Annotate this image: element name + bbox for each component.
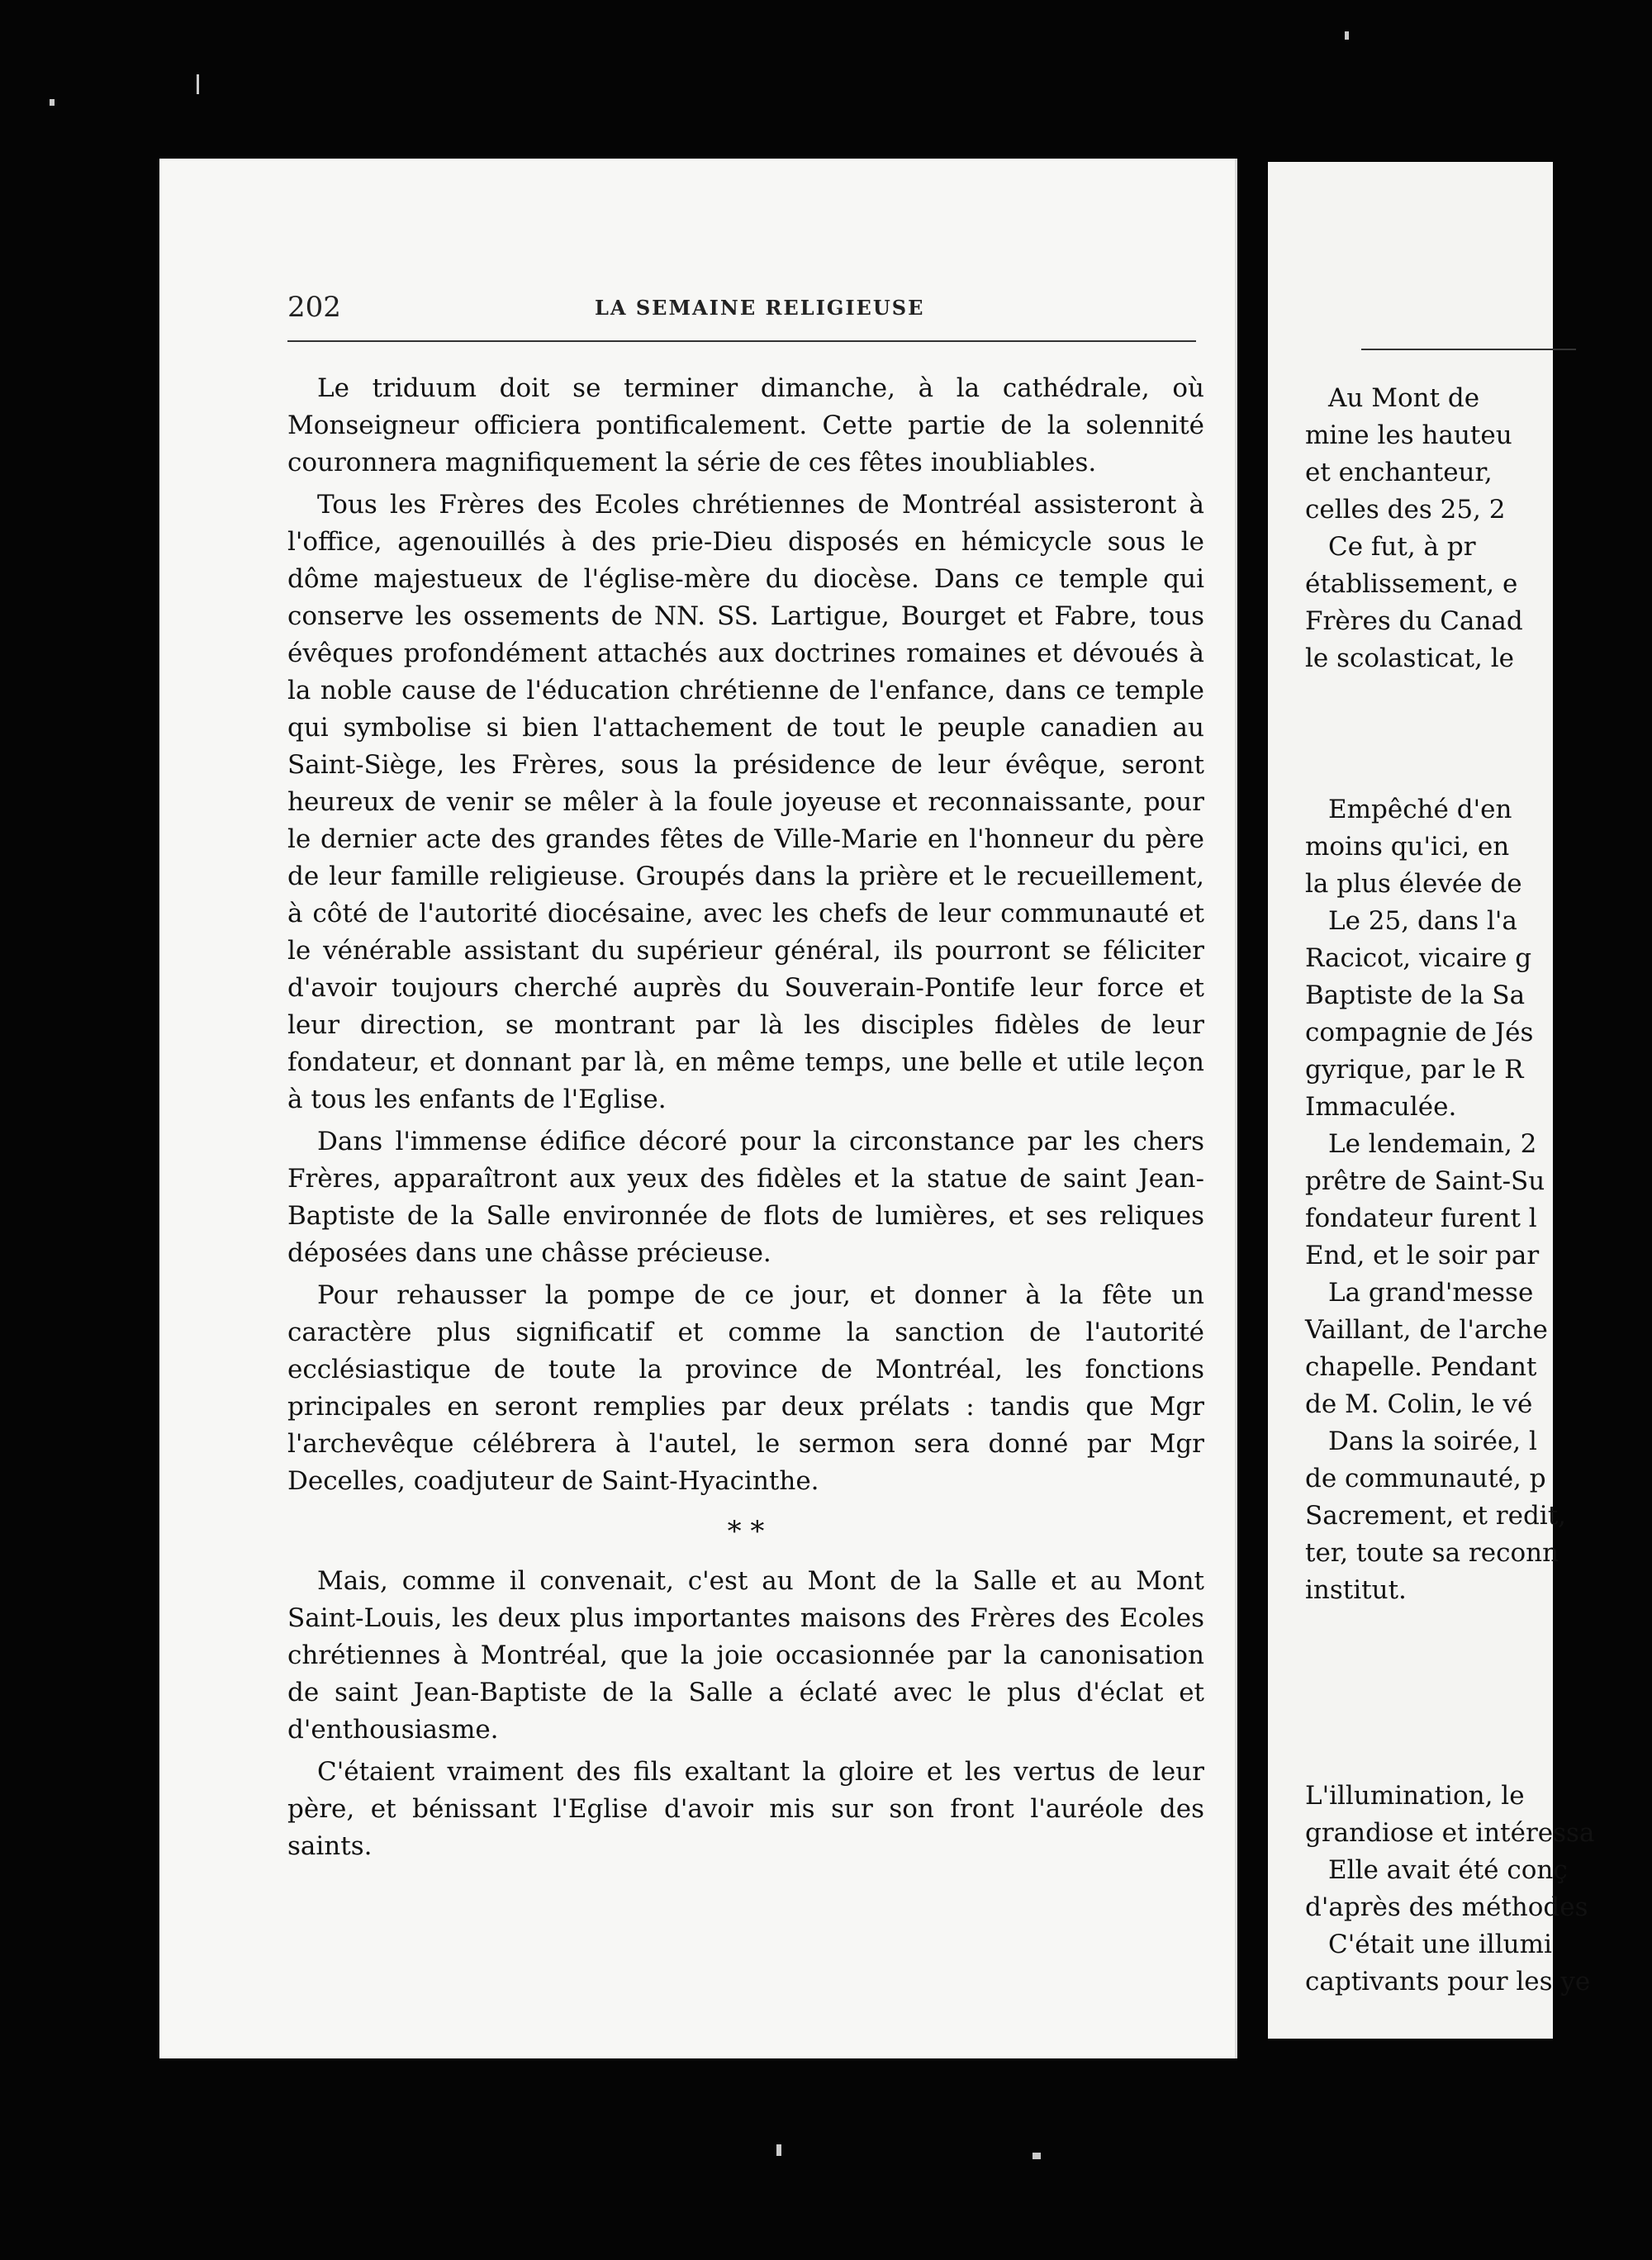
film-speck — [197, 74, 199, 94]
running-title: LA SEMAINE RELIGIEUSE — [595, 296, 925, 320]
text-line: Dans la soirée, l — [1328, 1427, 1537, 1456]
text-line: End, et le soir par — [1305, 1241, 1540, 1270]
text-line: établissement, e — [1305, 569, 1518, 599]
paragraph: Dans l'immense édifice décoré pour la circonstance par les chers Frères, apparaîtront aux yeux des fidèles et la statue de saint Jean-Baptiste de la Salle environnée de flots de lumières, et ses reliques déposées dans une châsse précieuse. — [287, 1127, 1204, 1268]
film-speck — [50, 99, 55, 106]
text-line: la plus élevée de — [1305, 869, 1522, 899]
paragraph: Pour rehausser la pompe de ce jour, et donner à la fête un caractère plus significatif et comme la sanction de l'autorité ecclésiastique de toute la province de Montréal, les fonctions principales en seront remplies par deux prélats : tandis que Mgr l'archevêque célébrera à l'autel, le sermon sera donné par Mgr Decelles, coadjuteur de Saint-Hyacinthe. — [287, 1280, 1204, 1496]
text-line: institut. — [1305, 1575, 1407, 1605]
film-speck — [1345, 31, 1349, 40]
right-text-block-1 — [1305, 380, 1652, 677]
text-line: Empêché d'en — [1328, 795, 1512, 824]
text-line: ter, toute sa reconn — [1305, 1538, 1559, 1568]
text-line: captivants pour les ye — [1305, 1967, 1591, 1996]
text-line: Elle avait été conç — [1328, 1855, 1568, 1885]
text-line: Immaculée. — [1305, 1092, 1457, 1122]
text-line: Baptiste de la Sa — [1305, 980, 1526, 1010]
text-line: compagnie de Jés — [1305, 1018, 1534, 1047]
text-line: L'illumination, le — [1305, 1781, 1525, 1811]
text-line: Au Mont de — [1328, 383, 1480, 413]
paragraph: Tous les Frères des Ecoles chrétiennes de Montréal assisteront à l'office, agenouillés à des prie-Dieu disposés en hémicycle sous le dôme majestueux de l'église-mère du diocèse. Dans ce temple qui conserve les ossements de NN. SS. Lartigue, Bourget et Fabre, tous évêques profondément attachés aux doctrines romaines et dévoués à la noble cause de l'éducation chrétienne de l'enfance, dans ce temple qui symbolise si bien l'attachement de tout le peuple canadien au Saint-Siège, les Frères, sous la présidence de leur évêque, seront heureux de venir se mêler à la foule joyeuse et reconnaissante, pour le dernier acte des grandes fêtes de Ville-Marie en l'honneur du père de leur famille religieuse. Groupés dans la prière et le recueillement, à côté de l'autorité diocésaine, avec les chefs de leur communauté et le vénérable assistant du supérieur général, ils pourront se féliciter d'avoir toujours cherché auprès du Souverain-Pontife leur force et leur direction, se montrant par là les disciples fidèles de leur fondateur, et donnant par là, en même temps, une belle et utile leçon à tous les enfants de l'Eglise. — [287, 490, 1204, 1114]
page-number: 202 — [287, 291, 341, 324]
text-line: et enchanteur, — [1305, 458, 1493, 487]
paragraph: Le triduum doit se terminer dimanche, à la cathédrale, où Monseigneur officiera pontificalement. Cette partie de la solennité couronnera magnifiquement la série de ces fêtes inoubliables. — [287, 373, 1204, 477]
text-line: Sacrement, et redit, — [1305, 1501, 1567, 1531]
text-line: de communauté, p — [1305, 1464, 1546, 1493]
text-line: celles des 25, 2 — [1305, 495, 1506, 525]
text-line: Frères du Canad — [1305, 606, 1523, 636]
film-speck — [1032, 2153, 1041, 2159]
page-header — [287, 291, 1196, 324]
right-header-rule — [1361, 349, 1576, 350]
text-line: le scolasticat, le — [1305, 643, 1514, 673]
right-text-block-3 — [1305, 1778, 1652, 2001]
paragraph: C'étaient vraiment des fils exaltant la gloire et les vertus de leur père, et bénissant l'Eglise d'avoir mis sur son front l'auréole des saints. — [287, 1757, 1204, 1861]
text-line: Le 25, dans l'a — [1328, 906, 1517, 936]
left-text-column — [287, 370, 1204, 1870]
text-line: moins qu'ici, en — [1305, 832, 1510, 862]
text-line: de M. Colin, le vé — [1305, 1389, 1533, 1419]
film-speck — [776, 2144, 781, 2156]
section-separator: * * — [727, 1515, 765, 1548]
header-rule — [287, 340, 1196, 342]
text-line: gyrique, par le R — [1305, 1055, 1524, 1085]
text-line: grandiose et intéressa — [1305, 1818, 1595, 1848]
text-line: C'était une illumi — [1328, 1930, 1552, 1959]
text-line: d'après des méthodes — [1305, 1892, 1588, 1922]
text-line: Vaillant, de l'arche — [1305, 1315, 1548, 1345]
text-line: prêtre de Saint-Su — [1305, 1166, 1545, 1196]
text-line: Le lendemain, 2 — [1328, 1129, 1537, 1159]
right-text-block-2 — [1305, 791, 1652, 1609]
text-line: fondateur furent l — [1305, 1204, 1537, 1233]
text-line: Ce fut, à pr — [1328, 532, 1476, 562]
text-line: chapelle. Pendant — [1305, 1352, 1537, 1382]
text-line: La grand'messe — [1328, 1278, 1534, 1308]
text-line: Racicot, vicaire g — [1305, 943, 1532, 973]
text-line: mine les hauteu — [1305, 420, 1512, 450]
paragraph: Mais, comme il convenait, c'est au Mont de la Salle et au Mont Saint-Louis, les deux plus importantes maisons des Frères des Ecoles chrétiennes à Montréal, que la joie occasionnée par la canonisation de saint Jean-Baptiste de la Salle a éclaté avec le plus d'éclat et d'enthousiasme. — [287, 1566, 1204, 1745]
